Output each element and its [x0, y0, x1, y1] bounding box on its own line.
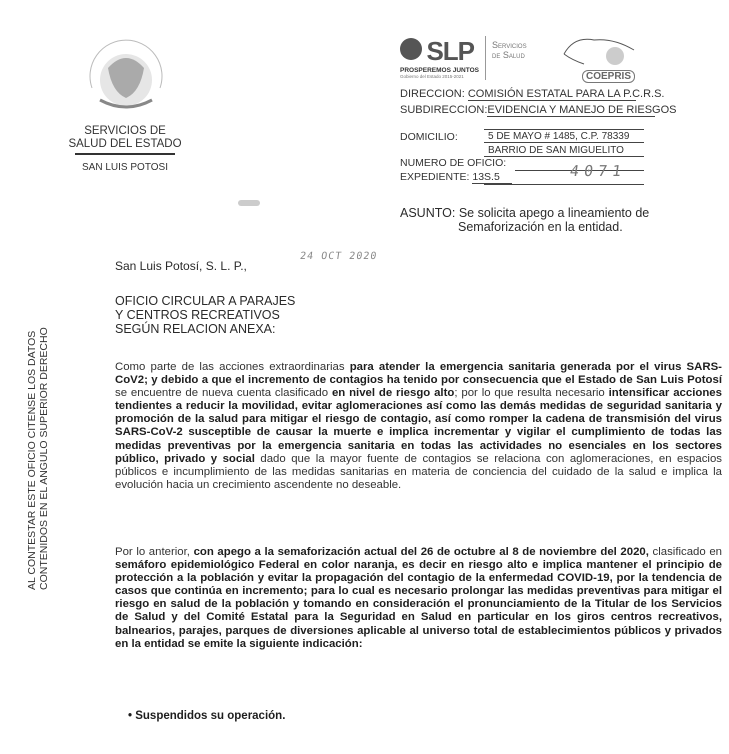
bold-text-segment: intensificar acciones tendientes a reducir la movilidad, evitar aglomeraciones así como las demás medidas de seguridad sanitaria y promoción de la salud para mitigar el riesgo de contagio, así como romper la cadena de transmisión del virus SARS-CoV-2 susceptible de causar la muerte e implica incrementar y vigilar el cumplimiento de todas las medidas preventivas por la emergencia sanitaria en todas las actividades no esenciales en los sectores público, privado y social [115, 387, 722, 465]
oficio-label: NUMERO DE OFICIO: [400, 157, 507, 169]
coepris-logo: COEPRIS [560, 34, 640, 89]
org-name-line1: SERVICIOS DE [84, 125, 166, 137]
expediente-rule [484, 184, 644, 185]
direccion-field: DIRECCION: COMISIÓN ESTATAL PARA LA P.C.R.S. [400, 88, 665, 100]
bold-text-segment: con apego a la semaforización actual del 26 de octubre al 8 de noviembre del 2020, [193, 546, 649, 558]
smudge-mark [238, 200, 260, 206]
recipient-block: OFICIO CIRCULAR A PARAJES Y CENTROS RECREATIVOS SEGÚN RELACION ANEXA: [115, 294, 296, 336]
bullet-item: • Suspendidos su operación. [128, 710, 286, 722]
asunto-line2: Semaforización en la entidad. [458, 220, 623, 234]
bold-text-segment: semáforo epidemiológico Federal en color naranja, es decir en riesgo alto e implica mantener el principio de protección a la población y evitar la propagación del contagio de la enfermedad COVID-19, por la tendencia de casos que continúa en incremento; para lo cual es necesario prolongar las medidas preventivas para mitigar el riesgo en salud de la población y tomando en consideración el pronunciamiento de la Titular de los Servicios de Salud y del Comité Estatal para la Seguridad en Salud en particular en los giros centros recreativos, balnearios, parajes, parques de diversiones aplicable al universo total de establecimientos públicos y privados en la entidad se emite la siguiente indicación: [115, 559, 722, 650]
domicilio-value2: BARRIO DE SAN MIGUELITO [484, 145, 644, 157]
asunto-line1: ASUNTO: Se solicita apego a lineamiento de [400, 206, 650, 220]
domicilio-value1: 5 DE MAYO # 1485, C.P. 78339 [484, 131, 644, 143]
place-line: San Luis Potosí, S. L. P., [115, 259, 247, 273]
org-name-line2: SALUD DEL ESTADO [68, 138, 182, 150]
text-segment: dado que la mayor fuente de contagios se relaciona con aglomeraciones, en espacios públicos e incumplimiento de las medidas sanitarias en materia de conciencia del cuidado de la salud e implica la evolución hacia un crecimiento ascendente no deseable. [115, 452, 722, 491]
text-segment: se encuentre de nueva cuenta clasificado [115, 387, 332, 400]
logo-divider [485, 36, 486, 80]
expediente-field: EXPEDIENTE: 13S.5 [400, 171, 512, 184]
oficio-number: 4071 [568, 162, 628, 180]
text-segment: Por lo anterior, [115, 546, 194, 558]
bold-text-segment: en nivel de riesgo alto [331, 387, 455, 400]
bold-text-segment: para atender la emergencia sanitaria generada por el virus SARS-CoV2; y debido a que el incremento de contagios ha tenido por consecuencia que el Estado de San Luis Potosí [115, 361, 722, 387]
date-stamp: 24 OCT 2020 [299, 251, 379, 262]
org-city: SAN LUIS POTOSI [82, 162, 168, 173]
subdireccion-field: SUBDIRECCION:EVIDENCIA Y MANEJO DE RIESGOS [400, 104, 677, 116]
domicilio-label: DOMICILIO: [400, 131, 458, 143]
text-segment: ; por lo que resulta necesario [454, 387, 609, 400]
paragraph-1 [115, 361, 722, 492]
coat-of-arms-seal [78, 28, 174, 118]
field-rule [484, 129, 644, 130]
side-note: AL CONTESTAR ESTE OFICIO CITENSE LOS DATOS CONTENIDOS EN EL ANGULO SUPERIOR DERECHO [26, 327, 50, 590]
paragraph-2 [115, 546, 722, 651]
text-segment: clasificado en [648, 546, 722, 558]
slp-logo: SLP PROSPEREMOS JUNTOS Gobierno del Estado 2015-2021 [400, 36, 479, 79]
header-divider [75, 153, 175, 155]
text-segment: Como parte de las acciones extraordinarias [115, 361, 350, 373]
servicios-salud-logo: Servicios de Salud [492, 40, 527, 60]
